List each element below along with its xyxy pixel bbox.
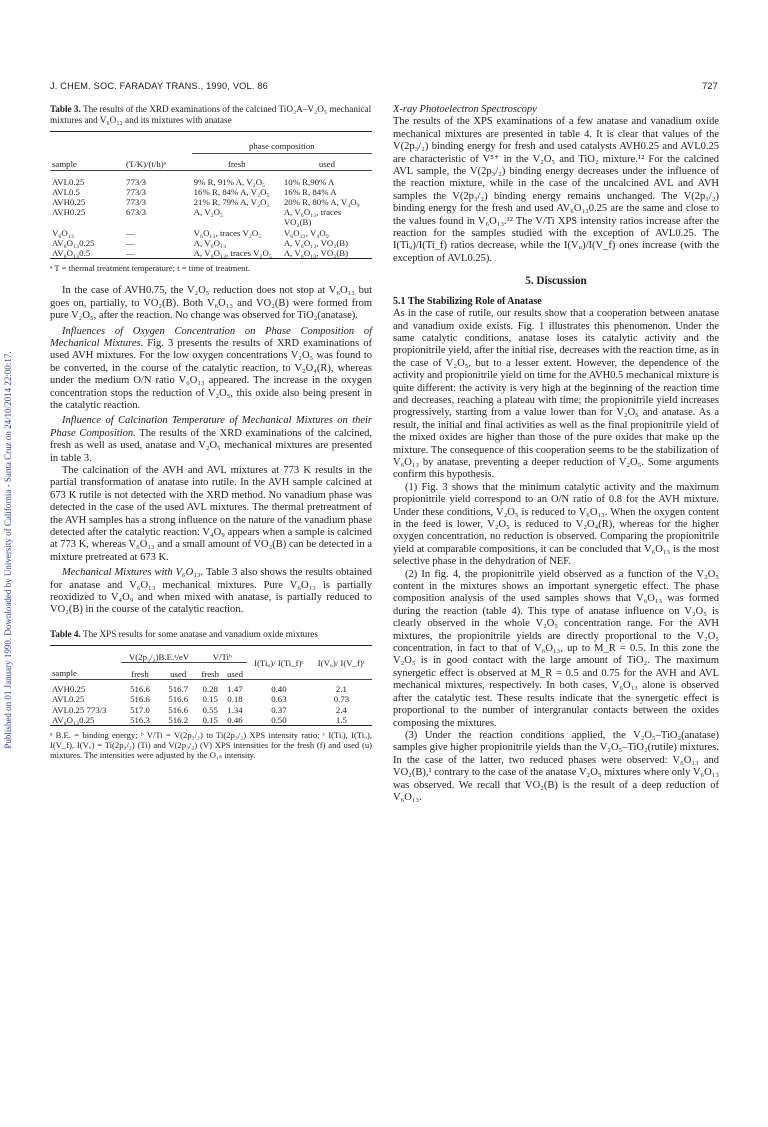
- table3-cell: 673/3: [126, 207, 147, 218]
- table3-cell: 21% R, 79% A, V₂O₅: [193, 196, 270, 207]
- paragraph-text: Fig. 3 presents the results of XRD examinations of used AVH mixtures. For the low oxygen concentrations V₂O₅ was found to be converted, in the course of the catalytic reaction, to V₂O₄(R), whereas under the medium O/N ratio V₆O₁₃ appeared. The increase in the oxygen concentration stops the reduction of V₂O₅, this oxide also being present in the catalytic reaction.: [50, 337, 373, 411]
- table3-cell: 10% R,90% A: [283, 176, 335, 187]
- table4-cell: 0.63: [271, 694, 287, 705]
- journal-reference: J. CHEM. SOC. FARADAY TRANS., 1990, VOL. 86: [50, 81, 268, 91]
- table4-header: used: [226, 668, 244, 679]
- paragraph: [50, 415, 372, 465]
- table4-cell: AV₆O₁₃0.25: [52, 714, 95, 725]
- table4-cell: 1.34: [227, 704, 243, 715]
- running-header: [50, 81, 718, 91]
- right-column: [393, 104, 719, 804]
- table4-cell: 0.55: [202, 704, 218, 715]
- table-row: [50, 694, 372, 704]
- table3-cell: 773/3: [126, 196, 147, 207]
- table3-cell: AVL0.25: [52, 176, 85, 187]
- table4-group-header: V/Tiᵇ: [197, 652, 247, 663]
- paragraph-text: Table 3 also shows the results obtained for anatase and V₆O₁₃ mechanical mixtures. Pure V₆O₁₃ is partially reoxidized to V₄O₉ and when mixed with anatase, is partially reduced to VO₂(B) in the course of the catalytic reaction.: [50, 567, 372, 616]
- table3-caption-text: The results of the XRD examinations of the calcined TiO₂A–V₂O₅ mechanical mixtures and V₆O₁₃ and its mixtures with anatase: [50, 104, 372, 125]
- table4-cell: 516.3: [130, 714, 150, 725]
- table3-cell: AV₆O₁₃0.25: [52, 237, 95, 248]
- paragraph-text: The results of the XRD examinations of the calcined, fresh as well as used, anatase and V₂O₅ mechanical mixtures are presented in table 3.: [50, 427, 372, 464]
- table3-cell: 20% R, 80% A, V₄O₉: [283, 196, 360, 207]
- table4-header: sample: [52, 668, 77, 679]
- table3-cell: A, V₆O₁₃, traces V₂O₅: [193, 247, 272, 258]
- table3-cell: 16% R, 84% A: [283, 186, 337, 197]
- paragraph: (2) In fig. 4, the propionitrile yield observed as a function of the V₂O₅ content in the mixtures shows an important synergetic effect. The phase composition analysis of the used samples shows that V₆O₁₃ was formed during the reaction (table 4). This type of anatase influence on V₂O₅ is clearly observed in the whole V₂O₅ concentration range. For the AVH mixtures, the propionitrile yields are directly proportional to the V₂O₅ concentration, in fact to that of V₆O₁₃, up to M_R = 0.5. In this zone the V₂O₅ is in good contact with the large amount of TiO₂. The maximum synergetic effect is observed at M_R = 0.5 and 0.75 for the AVH and AVL mechanical mixtures, respectively. In both cases, V₆O₁₃ alone is observed after the catalytic test. These results indicate that the synergetic effect is proportional to the number of intergranular contacts between the oxides composing the mixtures.: [393, 568, 719, 729]
- table3-cell: 9% R, 91% A, V₂O₅: [193, 176, 266, 187]
- table3: [50, 131, 372, 264]
- left-column: [50, 104, 372, 761]
- publication-side-note: [2, 200, 14, 900]
- table3-group-header: phase composition: [192, 141, 372, 154]
- table3-cell: —: [126, 237, 135, 248]
- table4-cell: 2.4: [335, 704, 347, 715]
- paragraph: (1) Fig. 3 shows that the minimum catalytic activity and the maximum propionitrile yield correspond to an O/N ratio of 0.8 for the AVH mixture. Under these conditions, V₂O₅ is reduced to V₆O₁₃. When the oxygen content in the feed is lower, V₂O₅ is reduced to V₂O₄(R), whereas for the higher oxygen concentration, no reduction is observed. Comparing the propionitrile yield at comparable compositions, it can be concluded that V₆O₁₃ is the most selective phase in the dehydration of NEF.: [393, 481, 719, 568]
- table-row: [50, 207, 372, 227]
- paragraph-heading: Mechanical Mixtures with V₆O₁₃.: [62, 567, 204, 579]
- table3-cell: A, V₆O₁₃, VO₂(B): [283, 247, 349, 258]
- paragraph: In the case of AVH0.75, the V₂O₅ reduction does not stop at V₆O₁₃ but goes on, partially, to VO₂(B). Both V₆O₁₃ and VO₂(B) were formed from pure V₂O₅, after the reaction. No change was observed for TiO₂(anatase).: [50, 285, 372, 322]
- table3-cell: V₆O₁₃, V₄O₉: [283, 227, 329, 238]
- paragraph: The calcination of the AVH and AVL mixtures at 773 K results in the partial transformation of anatase into rutile. In the AVH sample calcined at 673 K rutile is not detected with the XRD method. No vanadium phase was detected in the case of the used AVL mixtures. The thermal pretreatment of the AVH samples has a strong influence on the nature of the vanadium phase detected after the catalytic reaction: V₄O₉ appears when a sample is calcined at 773 K, whereas V₆O₁₃ and a small amount of VO₂(B) can be detected in a mixture pretreated at 673 K.: [50, 465, 373, 563]
- table3-cell: A, V₆O₁₃, traces VO₂(B): [283, 207, 342, 228]
- table4-cell: 0.15: [202, 714, 218, 725]
- table3-cell: —: [126, 247, 135, 258]
- table3-cell: AVH0.25: [52, 196, 86, 207]
- table4-cell: 516.7: [168, 684, 189, 695]
- table4-cell: 516.6: [168, 704, 189, 715]
- table4-cell: 0.28: [202, 684, 218, 695]
- table-row: [50, 248, 372, 259]
- table3-cell: V₆O₁₃: [52, 227, 74, 238]
- paragraph: As in the case of rutile, our results show that a cooperation between anatase and vanadium oxide exists. Fig. 1 illustrates this phenomenon. Under the same catalytic conditions, anatase loses its catalytic activity and the propionitrile yield, after the initial rise, decreases with the reaction time, as in the case of V₂O₅, but to a lesser extent. However, the dependence of the activity and propionitrile yield on time for the AVH0.5 mechanical mixture is quite different: the activity is very high at the beginning of the reaction time and decreases, reaching a plateau with time; the propionitrile yield increases progressively, starting from a value lower than for V₂O₅ and anatase. As a result, the initial and final activities as well as the final propionitrile yield of the mixed oxides are higher than those of the pure oxides that make up the mixture. The consequence of this cooperation seems to be the stabilization of V₆O₁₃ by anatase, preventing a deeper reduction of V₂O₅. Some arguments confirm this hypothesis.: [393, 308, 719, 481]
- table-row: [50, 715, 372, 726]
- table3-cell: AV₆O₁₃0.5: [52, 247, 91, 258]
- table3-cell: AVH0.25: [52, 207, 86, 218]
- page-number: 727: [702, 81, 718, 91]
- table4-cell: 0.50: [271, 714, 287, 725]
- table3-header: fresh: [227, 159, 246, 170]
- table-row: [50, 705, 372, 715]
- table4-cell: 0.15: [202, 694, 218, 705]
- subsection-heading: 5.1 The Stabilizing Role of Anatase: [393, 295, 542, 307]
- table4-cell: 1.5: [335, 714, 347, 725]
- table4-group-header: V(2p₃/₂)B.E.ᵃ/eV: [121, 652, 198, 663]
- table-row: [50, 684, 372, 694]
- table3-header: used: [318, 159, 335, 170]
- table4-cell: 516.2: [168, 714, 189, 725]
- table4: [50, 645, 372, 730]
- table4-cell: 0.40: [271, 684, 287, 695]
- table4-cell: 0.46: [227, 714, 243, 725]
- table3-header: (T/K)/(t/h)ᵃ: [126, 159, 167, 170]
- table3-cell: 773/3: [126, 176, 147, 187]
- table-row: [50, 187, 372, 197]
- table4-ratio-header: I(Vᵤ)/ I(V_f)ᶜ: [317, 657, 366, 668]
- table4-cell: AVL0.25: [52, 694, 85, 705]
- table3-label: Table 3.: [50, 104, 81, 114]
- table4-caption-text: The XPS results for some anatase and vanadium oxide mixtures: [82, 628, 318, 639]
- table3-header: sample: [52, 159, 77, 170]
- table3-cell: —: [126, 227, 135, 238]
- table3-cell: V₆O₁₃, traces V₂O₅: [193, 227, 262, 238]
- table4-caption: [50, 629, 372, 640]
- table4-cell: 0.73: [333, 694, 350, 705]
- paragraph: [50, 567, 372, 617]
- table3-cell: 773/3: [126, 186, 147, 197]
- table4-ratio-header: I(Tiᵤ)/ I(Ti_f)ᶜ: [254, 657, 304, 668]
- paragraph-heading: Influence of Calcination Temperature of Mechanical Mixtures on their Phase Composition.: [50, 415, 372, 439]
- paragraph: [50, 326, 372, 413]
- table3-cell: A, V₂O₅: [193, 207, 224, 218]
- table4-header: fresh: [201, 668, 219, 679]
- table3-cell: A, V₆O₁₃, VO₂(B): [283, 237, 349, 248]
- table4-footnote: ᵃ B.E. = binding energy; ᵇ V/Ti = V(2p₃/₂) to Ti(2p₃/₂) XPS intensity ratio; ᶜ I(Tiᵢ), I(Tiᵤ), I(V_f), I(Vᵤ) = Ti(2p₃/₂) (Ti) and V(2p₃/₂) (V) XPS intensities for the fresh (f) and used (u) mixtures. The intensities were adjusted by the O₁ₛ intensity.: [50, 729, 372, 761]
- table3-caption: [50, 104, 372, 126]
- table4-cell: 0.37: [271, 704, 287, 715]
- table3-cell: A, V₆O₁₃: [193, 237, 227, 248]
- table4-cell: 517.0: [130, 704, 150, 715]
- table4-cell: 1.47: [227, 684, 243, 695]
- table4-cell: 0.18: [227, 694, 243, 705]
- table4-header: used: [170, 668, 187, 679]
- table4-label: Table 4.: [50, 628, 81, 639]
- paragraph: (3) Under the reaction conditions applied, the V₂O₅–TiO₂(anatase) samples give higher propionitrile yields than the V₂O₅–TiO₂(rutile) mixtures. In the case of the latter, two reduced phases were observed: V₆O₁₃ and VO₂(B),¹ contrary to the case of the anatase V₂O₅ mixtures where only V₆O₁₃ was observed. We recall that VO₂(B) is the result of a deep reduction of V₆O₁₃.: [393, 729, 719, 803]
- paragraph: The results of the XPS examinations of a few anatase and vanadium oxide mechanical mixtures are presented in table 4. It is clear that values of the V(2p₃/₂) binding energy for fresh and used catalysts AVH0.25 and AVL0.25 are characteristic of V⁵⁺ in the V₂O₅ and TiO₂ mixture.¹² For the calcined AVL sample, the V(2p₃/₂) binding energy decreases under the influence of the reaction mixture, while in the case of the uncalcined AVL and AVH samples the V(2p₃/₂) binding energy remains unchanged. The V(2p₃/₂) binding energy for the fresh and used AV₆O₁₃0.25 are the same and close to the values found in V₆O₁₃.¹² The V/Ti XPS intensity ratios increase after the reaction for the samples studied with the exception of AVL0.25. The I(Tiᵤ)/I(Ti_f) ratios decrease, while the I(Vᵤ)/I(V_f) ones increase (with the exception of AVL0.25).: [393, 116, 719, 264]
- table4-cell: 516.6: [130, 684, 150, 695]
- table4-cell: AVL0.25 773/3: [52, 704, 107, 715]
- table4-cell: AVH0.25: [52, 684, 86, 695]
- side-note-text: Published on 01 January 1990. Downloaded by University of California - Santa Cruz on 24/10/2014 22:00:17.: [3, 351, 13, 749]
- table4-header: fresh: [131, 668, 149, 679]
- table4-cell: 2.1: [335, 684, 347, 695]
- table-row: [50, 197, 372, 207]
- table-row: [50, 238, 372, 248]
- table3-footnote: ᵃ T = thermal treatment temperature; t = time of treatment.: [50, 263, 251, 274]
- xps-heading: X-ray Photoelectron Spectroscopy: [393, 104, 537, 115]
- section-heading: 5. Discussion: [525, 275, 587, 288]
- paragraph-heading: Influences of Oxygen Concentration on Phase Composition of Mechanical Mixtures.: [50, 325, 372, 349]
- table-row: [50, 177, 372, 187]
- table-row: [50, 228, 372, 238]
- table4-cell: 516.6: [130, 694, 150, 705]
- table4-cell: 516.6: [168, 694, 189, 705]
- table3-cell: 16% R, 84% A, V₂O₅: [193, 186, 270, 197]
- table3-cell: AVL0.5: [52, 186, 80, 197]
